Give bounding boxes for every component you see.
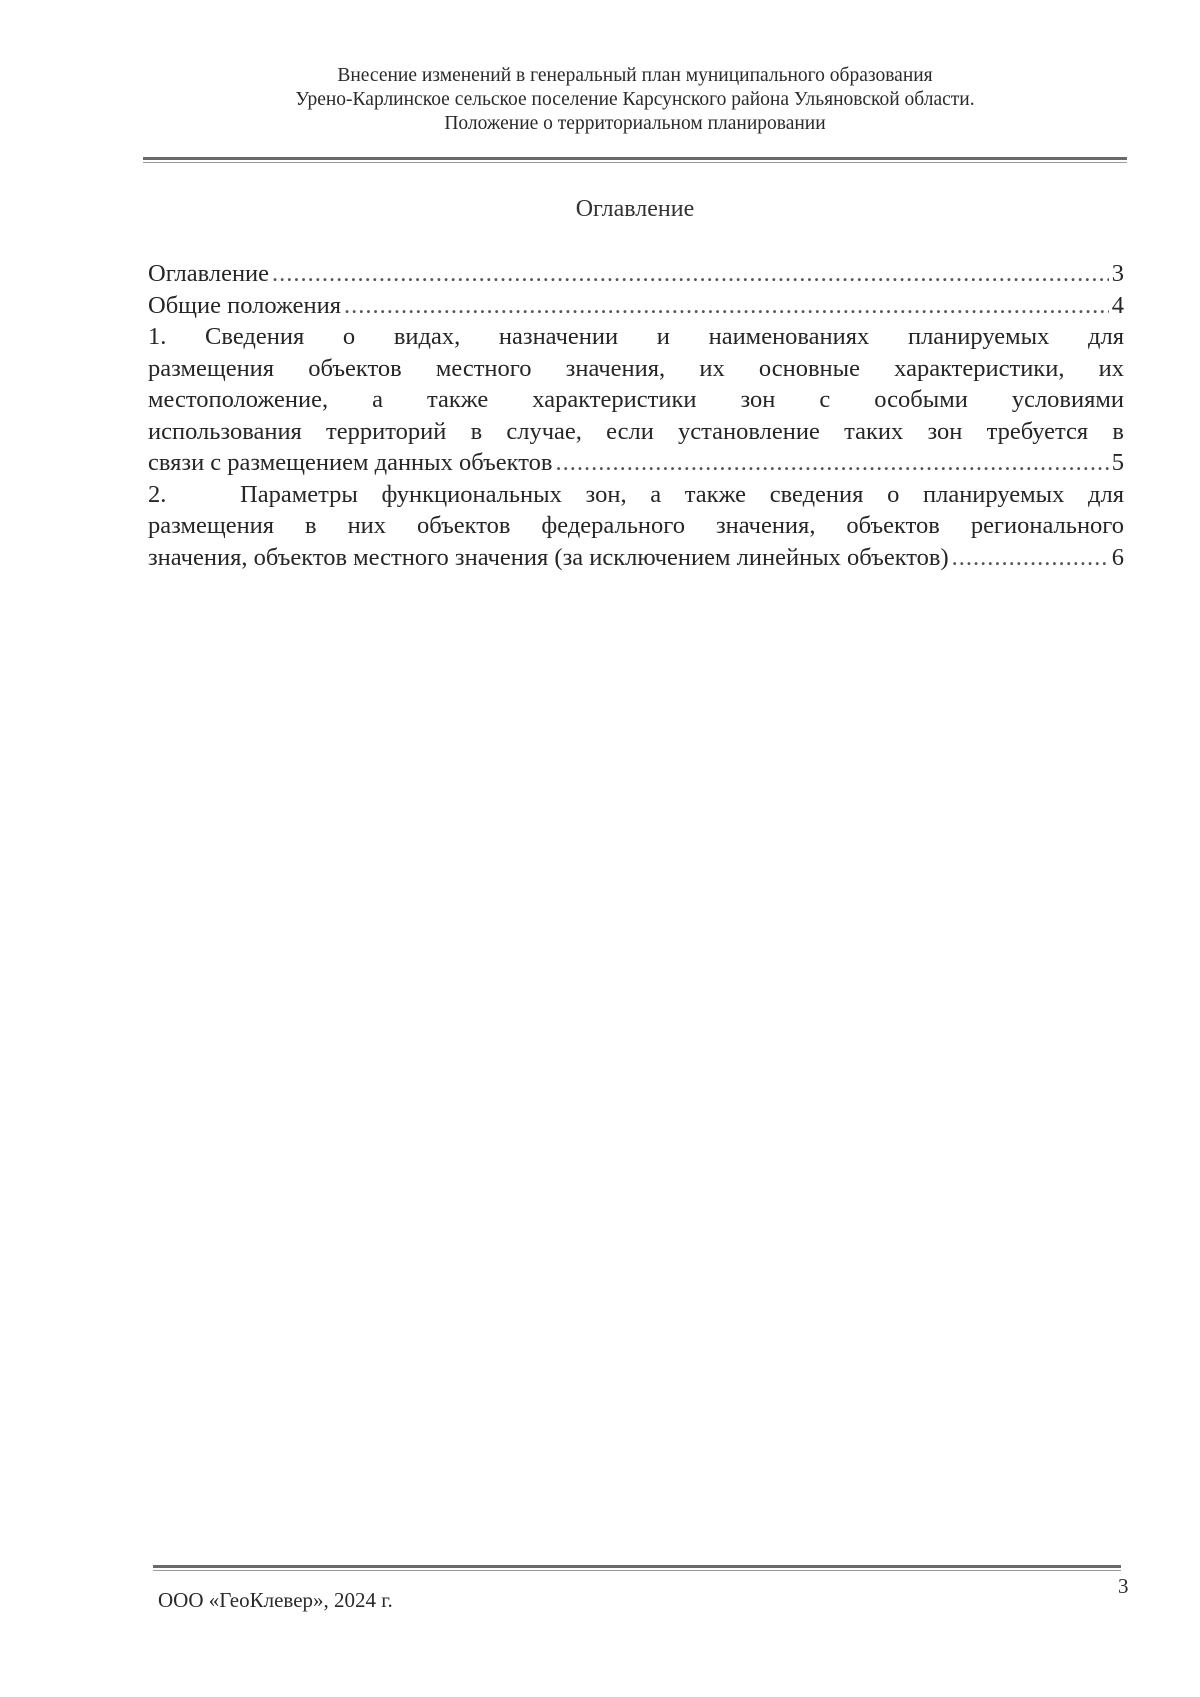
toc-entry-text-line: использования территорий в случае, если установление таких зон требуется в: [148, 417, 1124, 445]
toc-title: Оглавление: [575, 196, 695, 222]
toc-entry-text-line: размещения объектов местного значения, их основные характеристики, их: [148, 354, 1124, 382]
toc-entry-text-line: размещения в них объектов федерального значения, объектов регионального: [148, 512, 1124, 539]
toc-entry-text-line: связи с размещением данных объектов: [148, 449, 553, 476]
toc-entry-page: 4: [1111, 291, 1124, 319]
toc-leader-dots: [952, 542, 1109, 574]
header-rule-thin: [143, 162, 1127, 163]
toc-entry-text-line: [148, 479, 1124, 511]
toc-entry-text-line: местоположение, а также характеристики зон с особыми условиями: [148, 386, 1124, 413]
toc-entry-page: 5: [1111, 449, 1124, 476]
header-line-3: Положение о территориальном планировании: [444, 113, 826, 134]
toc-entry[interactable]: [148, 290, 1124, 322]
toc-leader-dots: [344, 290, 1109, 322]
toc-leader-dots: [272, 258, 1109, 290]
document-header: [143, 64, 1127, 136]
toc-entry-page: 6: [1111, 543, 1124, 571]
toc-entry[interactable]: [148, 258, 1124, 290]
header-line-1: Внесение изменений в генеральный план муниципального образования: [337, 65, 933, 86]
toc-entry[interactable]: [148, 321, 1124, 479]
toc-entry-text-line: 1. Сведения о видах, назначении и наименованиях планируемых для: [148, 323, 1124, 350]
toc-entry-page: 3: [1111, 260, 1124, 287]
header-line-2: Урено-Карлинское сельское поселение Карсунского района Ульяновской области.: [295, 89, 975, 110]
header-rule: [143, 157, 1127, 160]
footer-rule-thin: [153, 1570, 1121, 1571]
toc-entry-title: Оглавление: [148, 260, 270, 287]
toc-entry[interactable]: [148, 479, 1124, 574]
footer-organization: ООО «ГеоКлевер», 2024 г.: [158, 1588, 393, 1612]
toc-entry-text: Параметры функциональных зон, а также сведения о планируемых для: [240, 480, 1124, 508]
toc-leader-dots: [555, 447, 1108, 479]
footer-rule: [153, 1565, 1121, 1568]
table-of-contents: [148, 258, 1124, 573]
toc-entry-number: 2.: [148, 480, 167, 508]
toc-entry-title: Общие положения: [148, 291, 342, 319]
page-number: 3: [1118, 1574, 1129, 1598]
toc-entry-text-line: значения, объектов местного значения (за исключением линейных объектов): [148, 543, 949, 571]
